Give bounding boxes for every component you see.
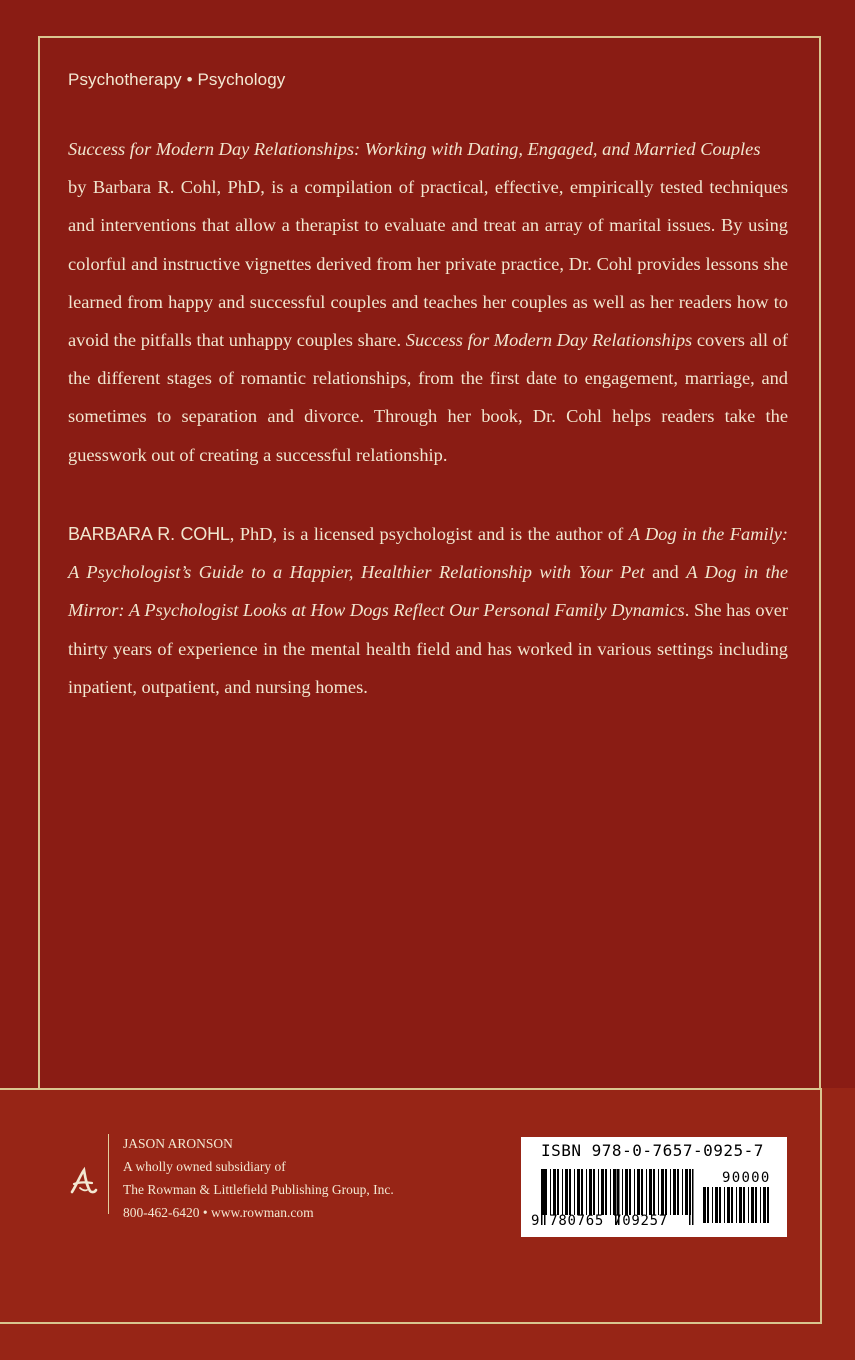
publisher-name: JASON ARONSON: [123, 1136, 233, 1151]
bio-and: and: [652, 562, 679, 583]
bio-text-1: , PhD, is a licensed psychologist and is the author of: [229, 524, 624, 544]
publisher-contact: [123, 1201, 394, 1224]
description-text-1: by Barbara R. Cohl, PhD, is a compilation of practical, effective, empirically tested techniques and interventions that allow a therapist to evaluate and treat an array of marital issues. By using colorful and instructive vignettes derived from her private practice, Dr. Cohl provides lessons she learned from happy and successful couples and teaches her couples as well as her readers how to avoid the pitfalls that unhappy couples share.: [68, 177, 788, 351]
description-text-2: covers all of the different stages of romantic relationships, from the first date to engagement, marriage, and sometimes to separation and divorce. Through her book, Dr. Cohl helps readers take the guesswork out of creating a successful relationship.: [68, 330, 788, 465]
publisher-subsidiary: A wholly owned subsidiary of: [123, 1159, 286, 1174]
publisher-url: www.rowman.com: [210, 1205, 314, 1220]
ean-digits: 9 780765 709257: [531, 1213, 668, 1229]
bio-book-2: A Dog in the Mirror: A Psychologist Looks at How Dogs Reflect Our Personal Family Dynamics: [68, 562, 788, 621]
price-code: 90000: [722, 1170, 771, 1186]
publisher-lines: [123, 1132, 394, 1224]
book-short-title: Success for Modern Day Relationships: [405, 330, 693, 351]
bio-book-1: A Dog in the Family: A Psychologist’s Guide to a Happier, Healthier Relationship with Your Pet: [68, 524, 788, 583]
publisher-group: The Rowman & Littlefield Publishing Group, Inc.: [123, 1182, 394, 1197]
publisher-phone: 800-462-6420: [123, 1205, 200, 1220]
publisher-divider: [108, 1134, 109, 1214]
publisher-logo-icon: [68, 1166, 98, 1196]
isbn-barcode: [521, 1137, 787, 1237]
isbn-text: ISBN 978-0-7657-0925-7: [541, 1141, 764, 1160]
category-label: Psychotherapy • Psychology: [68, 70, 286, 89]
publisher-separator: •: [202, 1205, 208, 1220]
author-name: BARBARA R. COHL: [68, 524, 230, 544]
author-bio: [68, 515, 788, 706]
book-description: [68, 130, 788, 474]
bio-text-2: . She has over thirty years of experience in the mental health field and has worked in various settings including inpatient, outpatient, and nursing homes.: [68, 600, 789, 697]
book-title: Success for Modern Day Relationships: Working with Dating, Engaged, and Married Couples: [68, 139, 761, 159]
